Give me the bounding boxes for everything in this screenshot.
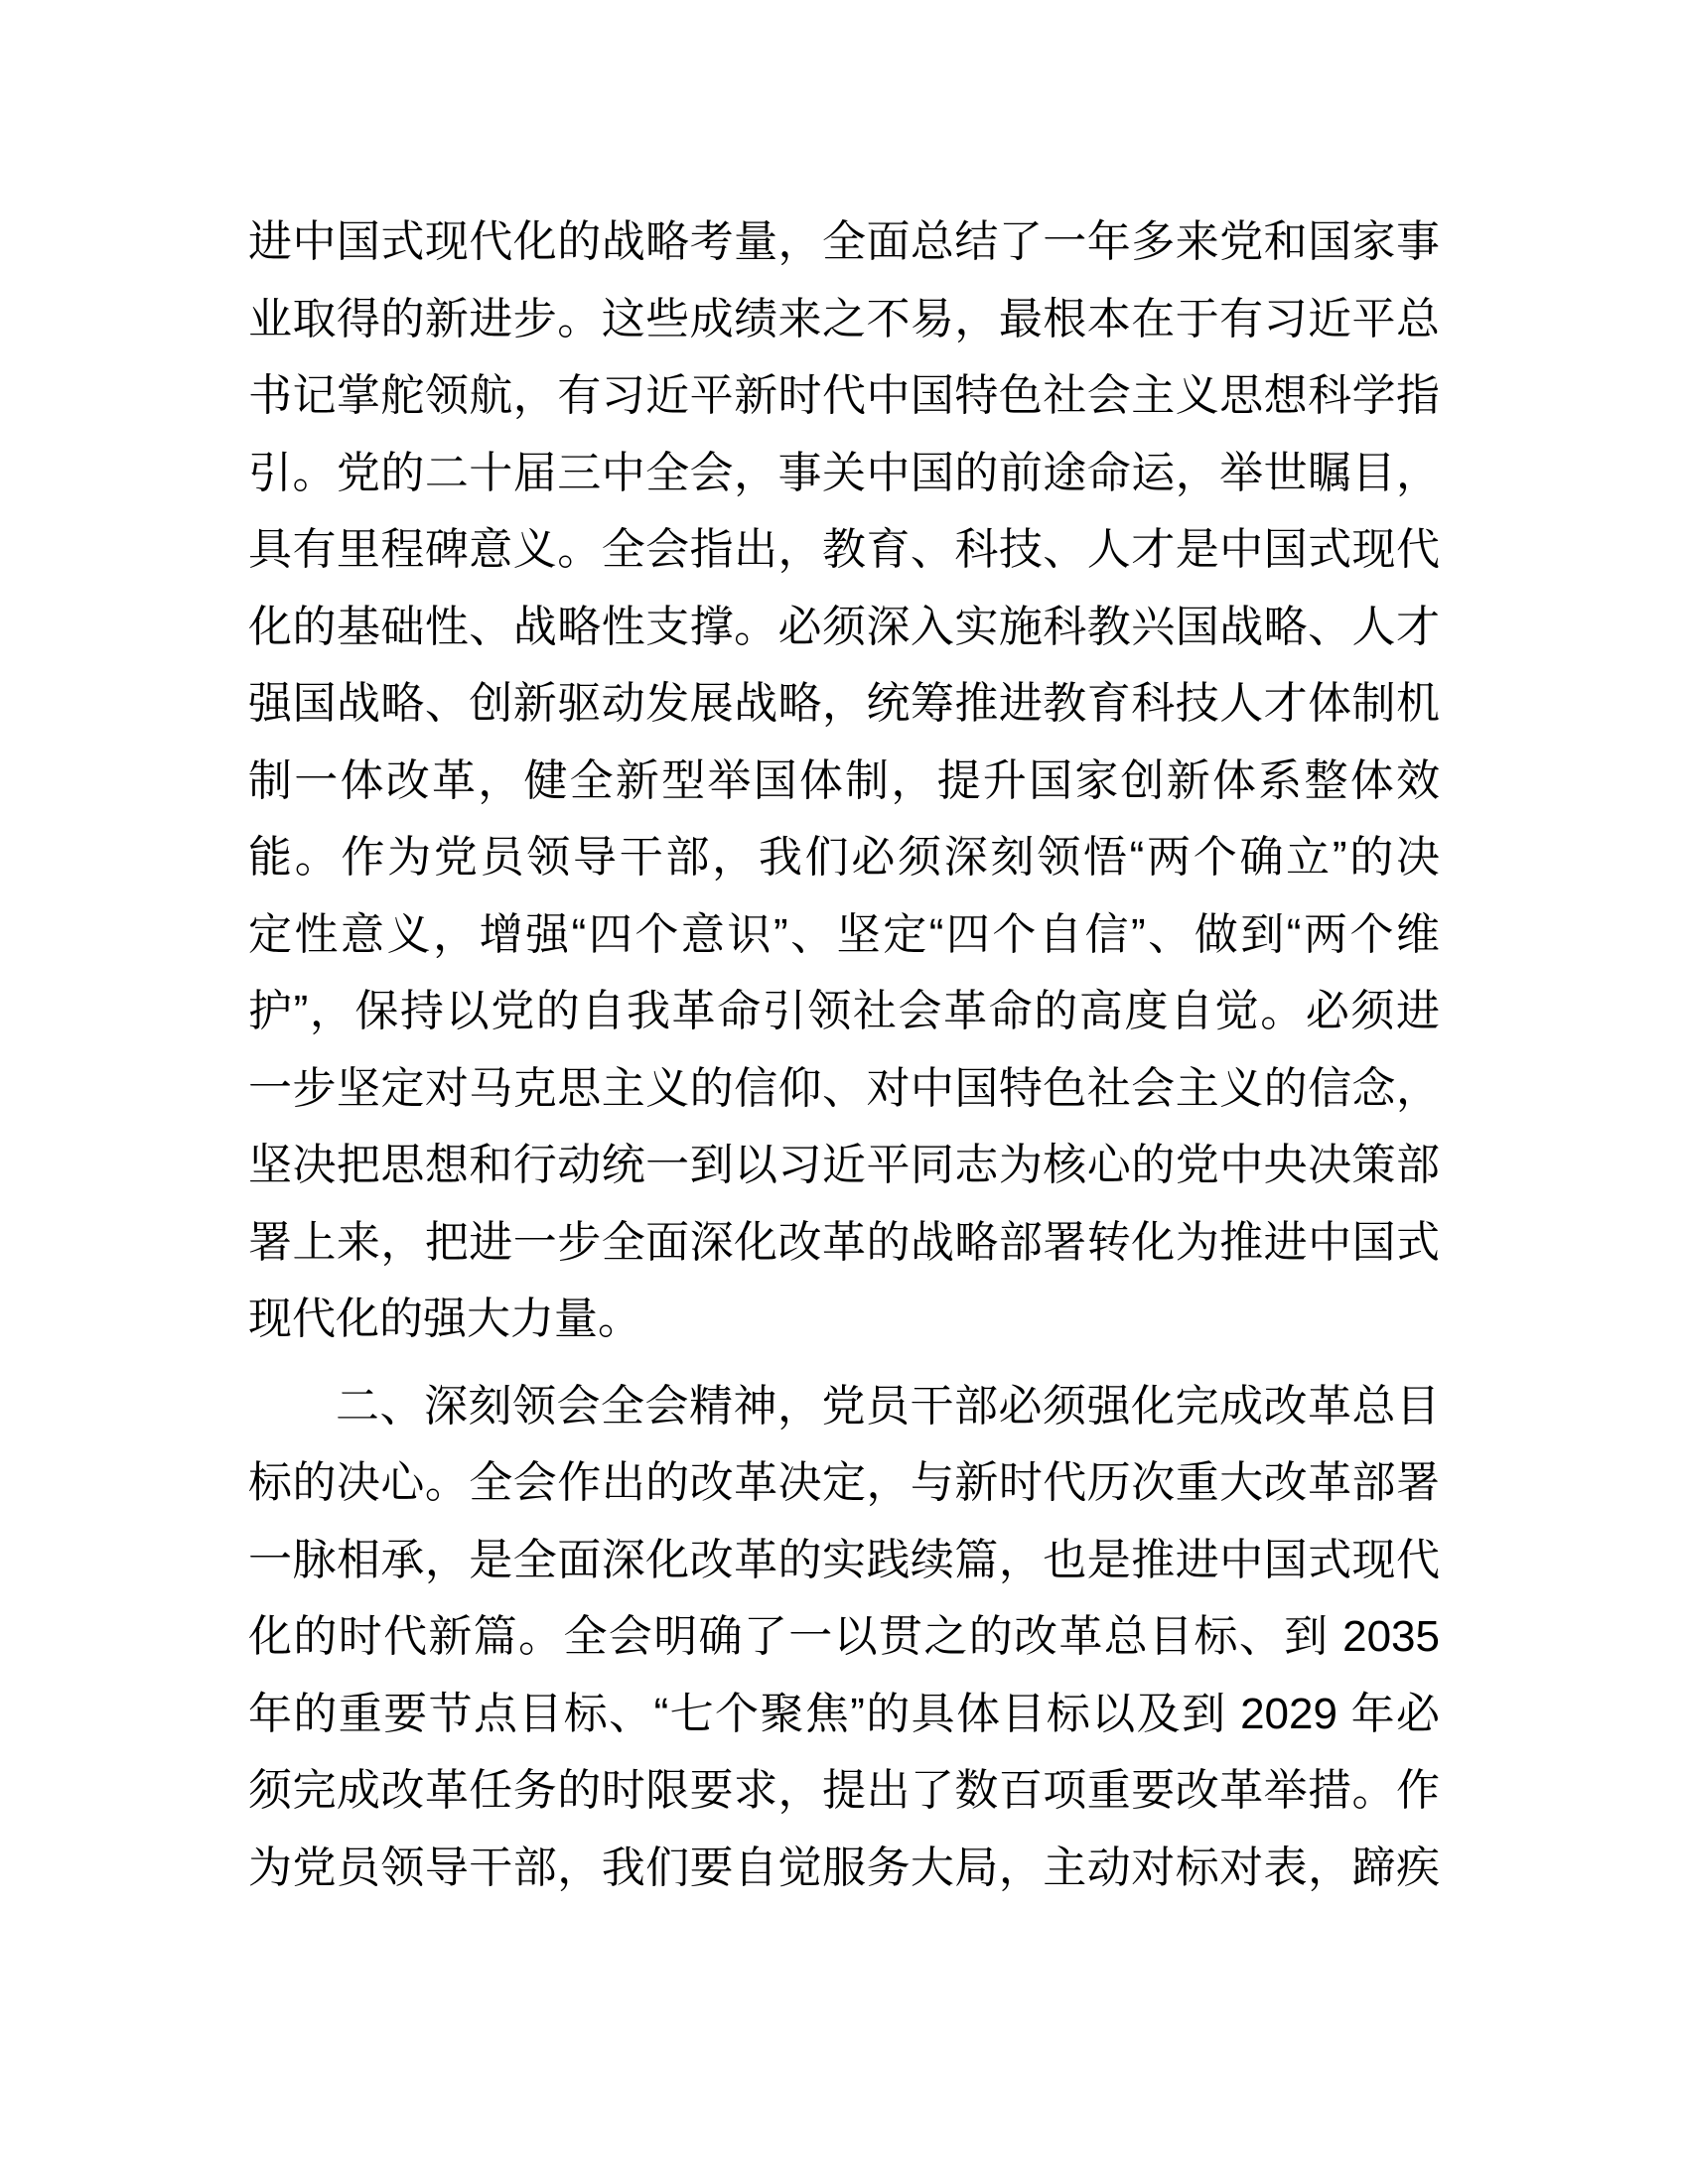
text-line: 进中国式现代化的战略考量，全面总结了一年多来党和国家事 — [248, 217, 1440, 266]
text-line: 护”，保持以党的自我革命引领社会革命的高度自觉。必须进 — [248, 987, 1440, 1035]
text-line: 书记掌舵领航，有习近平新时代中国特色社会主义思想科学指 — [248, 371, 1440, 420]
text-line: 业取得的新进步。这些成绩来之不易，最根本在于有习近平总 — [248, 294, 1440, 343]
paragraph-1 — [248, 204, 1440, 1358]
text-line: 一脉相承，是全面深化改革的实践续篇，也是推进中国式现代 — [248, 1535, 1440, 1584]
text-line: 须完成改革任务的时限要求，提出了数百项重要改革举措。作 — [248, 1766, 1440, 1815]
text-line: 引。党的二十届三中全会，事关中国的前途命运，举世瞩目， — [248, 448, 1440, 497]
text-line: 强国战略、创新驱动发展战略，统筹推进教育科技人才体制机 — [248, 679, 1440, 728]
text-line: 二、深刻领会全会精神，党员干部必须强化完成改革总目 — [336, 1381, 1440, 1431]
document-text-block — [248, 204, 1440, 1906]
text-line: 现代化的强大力量。 — [248, 1295, 641, 1343]
text-line: 能。作为党员领导干部，我们必须深刻领悟“两个确立”的决 — [248, 833, 1440, 882]
text-line: 制一体改革，健全新型举国体制，提升国家创新体系整体效 — [248, 755, 1440, 805]
text-line: 一步坚定对马克思主义的信仰、对中国特色社会主义的信念， — [248, 1063, 1440, 1113]
text-line: 化的时代新篇。全会明确了一以贯之的改革总目标、到 2035 — [248, 1612, 1440, 1661]
text-line: 为党员领导干部，我们要自觉服务大局，主动对标对表，蹄疾 — [248, 1843, 1440, 1892]
text-line: 署上来，把进一步全面深化改革的战略部署转化为推进中国式 — [248, 1217, 1440, 1267]
text-line: 年的重要节点目标、“七个聚焦”的具体目标以及到 2029 年必 — [248, 1689, 1440, 1738]
paragraph-2 — [248, 1368, 1440, 1907]
text-line: 具有里程碑意义。全会指出，教育、科技、人才是中国式现代 — [248, 525, 1440, 574]
text-line: 化的基础性、战略性支撑。必须深入实施科教兴国战略、人才 — [248, 602, 1440, 651]
text-line: 定性意义，增强“四个意识”、坚定“四个自信”、做到“两个维 — [248, 909, 1440, 959]
text-line: 标的决心。全会作出的改革决定，与新时代历次重大改革部署 — [248, 1458, 1440, 1507]
text-line: 坚决把思想和行动统一到以习近平同志为核心的党中央决策部 — [248, 1141, 1440, 1189]
